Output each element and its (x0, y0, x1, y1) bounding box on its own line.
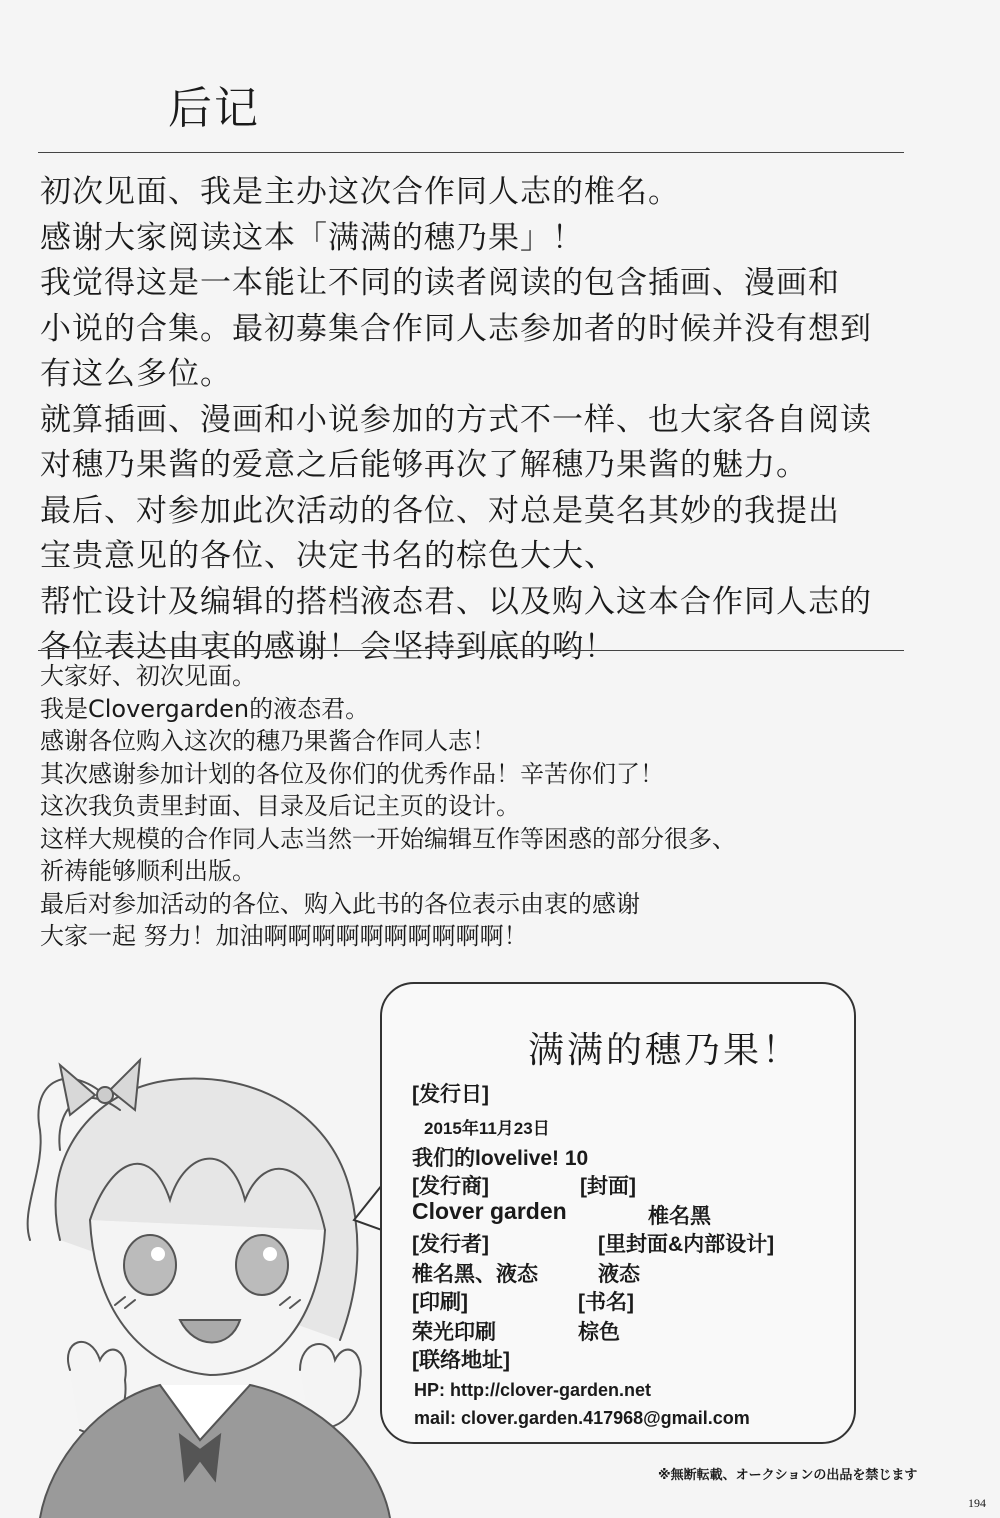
print-label: [印刷] (412, 1291, 468, 1314)
text-line: 其次感谢参加计划的各位及你们的优秀作品！辛苦你们了！ (40, 759, 664, 788)
text-line: 这次我负责里封面、目录及后记主页的设计。 (40, 792, 520, 820)
page-title: 后记 (168, 83, 260, 134)
text-line: 我觉得这是一本能让不同的读者阅读的包含插画、漫画和 (40, 265, 840, 301)
book-title: 满满的穗乃果！ (528, 1030, 802, 1071)
text-line: 宝贵意见的各位、决定书名的棕色大大、 (40, 538, 616, 574)
text-line: 小说的合集。最初募集合作同人志参加者的时候并没有想到 (40, 310, 872, 347)
book-name-label: [书名] (578, 1291, 634, 1314)
contact-email: mail: clover.garden.417968@gmail.com (414, 1408, 750, 1428)
text-line: 最后、对参加此次活动的各位、对总是莫名其妙的我提出 (40, 492, 840, 529)
text-line: 就算插画、漫画和小说参加的方式不一样、也大家各自阅读 (40, 401, 872, 438)
text-line: 感谢各位购入这次的穗乃果酱合作同人志！ (40, 727, 496, 755)
text-line: 有这么多位。 (40, 356, 232, 392)
text-line: 我是Clovergarden的液态君。 (40, 694, 370, 723)
text-line: 帮忙设计及编辑的搭档液态君、以及购入这本合作同人志的 (40, 583, 872, 620)
copyright-notice: ※無断転載、オークションの出品を禁じます (658, 1468, 918, 1483)
contact-label: [联络地址] (412, 1349, 510, 1372)
homepage-url: HP: http://clover-garden.net (414, 1380, 652, 1400)
namer: 棕色 (578, 1321, 620, 1344)
inner-designer: 液态 (598, 1263, 640, 1286)
cover-artist: 椎名黑 (648, 1205, 711, 1228)
afterword-paragraph-designer (40, 660, 736, 953)
page-number: 194 (968, 1496, 986, 1510)
text-line: 这样大规模的合作同人志当然一开始编辑互作等困惑的部分很多、 (40, 824, 736, 853)
event-name: 我们的lovelive! 10 (412, 1147, 589, 1170)
inner-design-label: [里封面&内部设计] (598, 1233, 775, 1256)
text-line: 对穗乃果酱的爱意之后能够再次了解穗乃果酱的魅力。 (40, 447, 808, 483)
divider-top (38, 152, 904, 153)
printer-name: 荣光印刷 (412, 1321, 496, 1344)
issuer-label: [发行者] (412, 1233, 489, 1256)
divider-middle (38, 650, 904, 651)
afterword-paragraph-organizer (40, 170, 872, 671)
cover-label: [封面] (580, 1175, 636, 1198)
publisher-name: Clover garden (412, 1198, 567, 1224)
release-date: 2015年11月23日 (424, 1119, 550, 1138)
release-date-label: [发行日] (412, 1083, 489, 1106)
text-line: 最后对参加活动的各位、购入此书的各位表示由衷的感谢 (40, 889, 640, 918)
text-line: 祈祷能够顺利出版。 (40, 857, 256, 885)
text-line: 各位表达由衷的感谢！会坚持到底的哟！ (40, 629, 616, 665)
text-line: 初次见面、我是主办这次合作同人志的椎名。 (40, 174, 680, 210)
issuer-names: 椎名黑、液态 (412, 1263, 538, 1286)
publisher-label: [发行商] (412, 1175, 489, 1198)
text-line: 大家好、初次见面。 (40, 662, 256, 690)
character-illustration (0, 1040, 400, 1518)
text-line: 感谢大家阅读这本「满满的穗乃果」！ (40, 219, 584, 256)
text-line: 大家一起 努力！加油啊啊啊啊啊啊啊啊啊啊！ (40, 922, 528, 950)
